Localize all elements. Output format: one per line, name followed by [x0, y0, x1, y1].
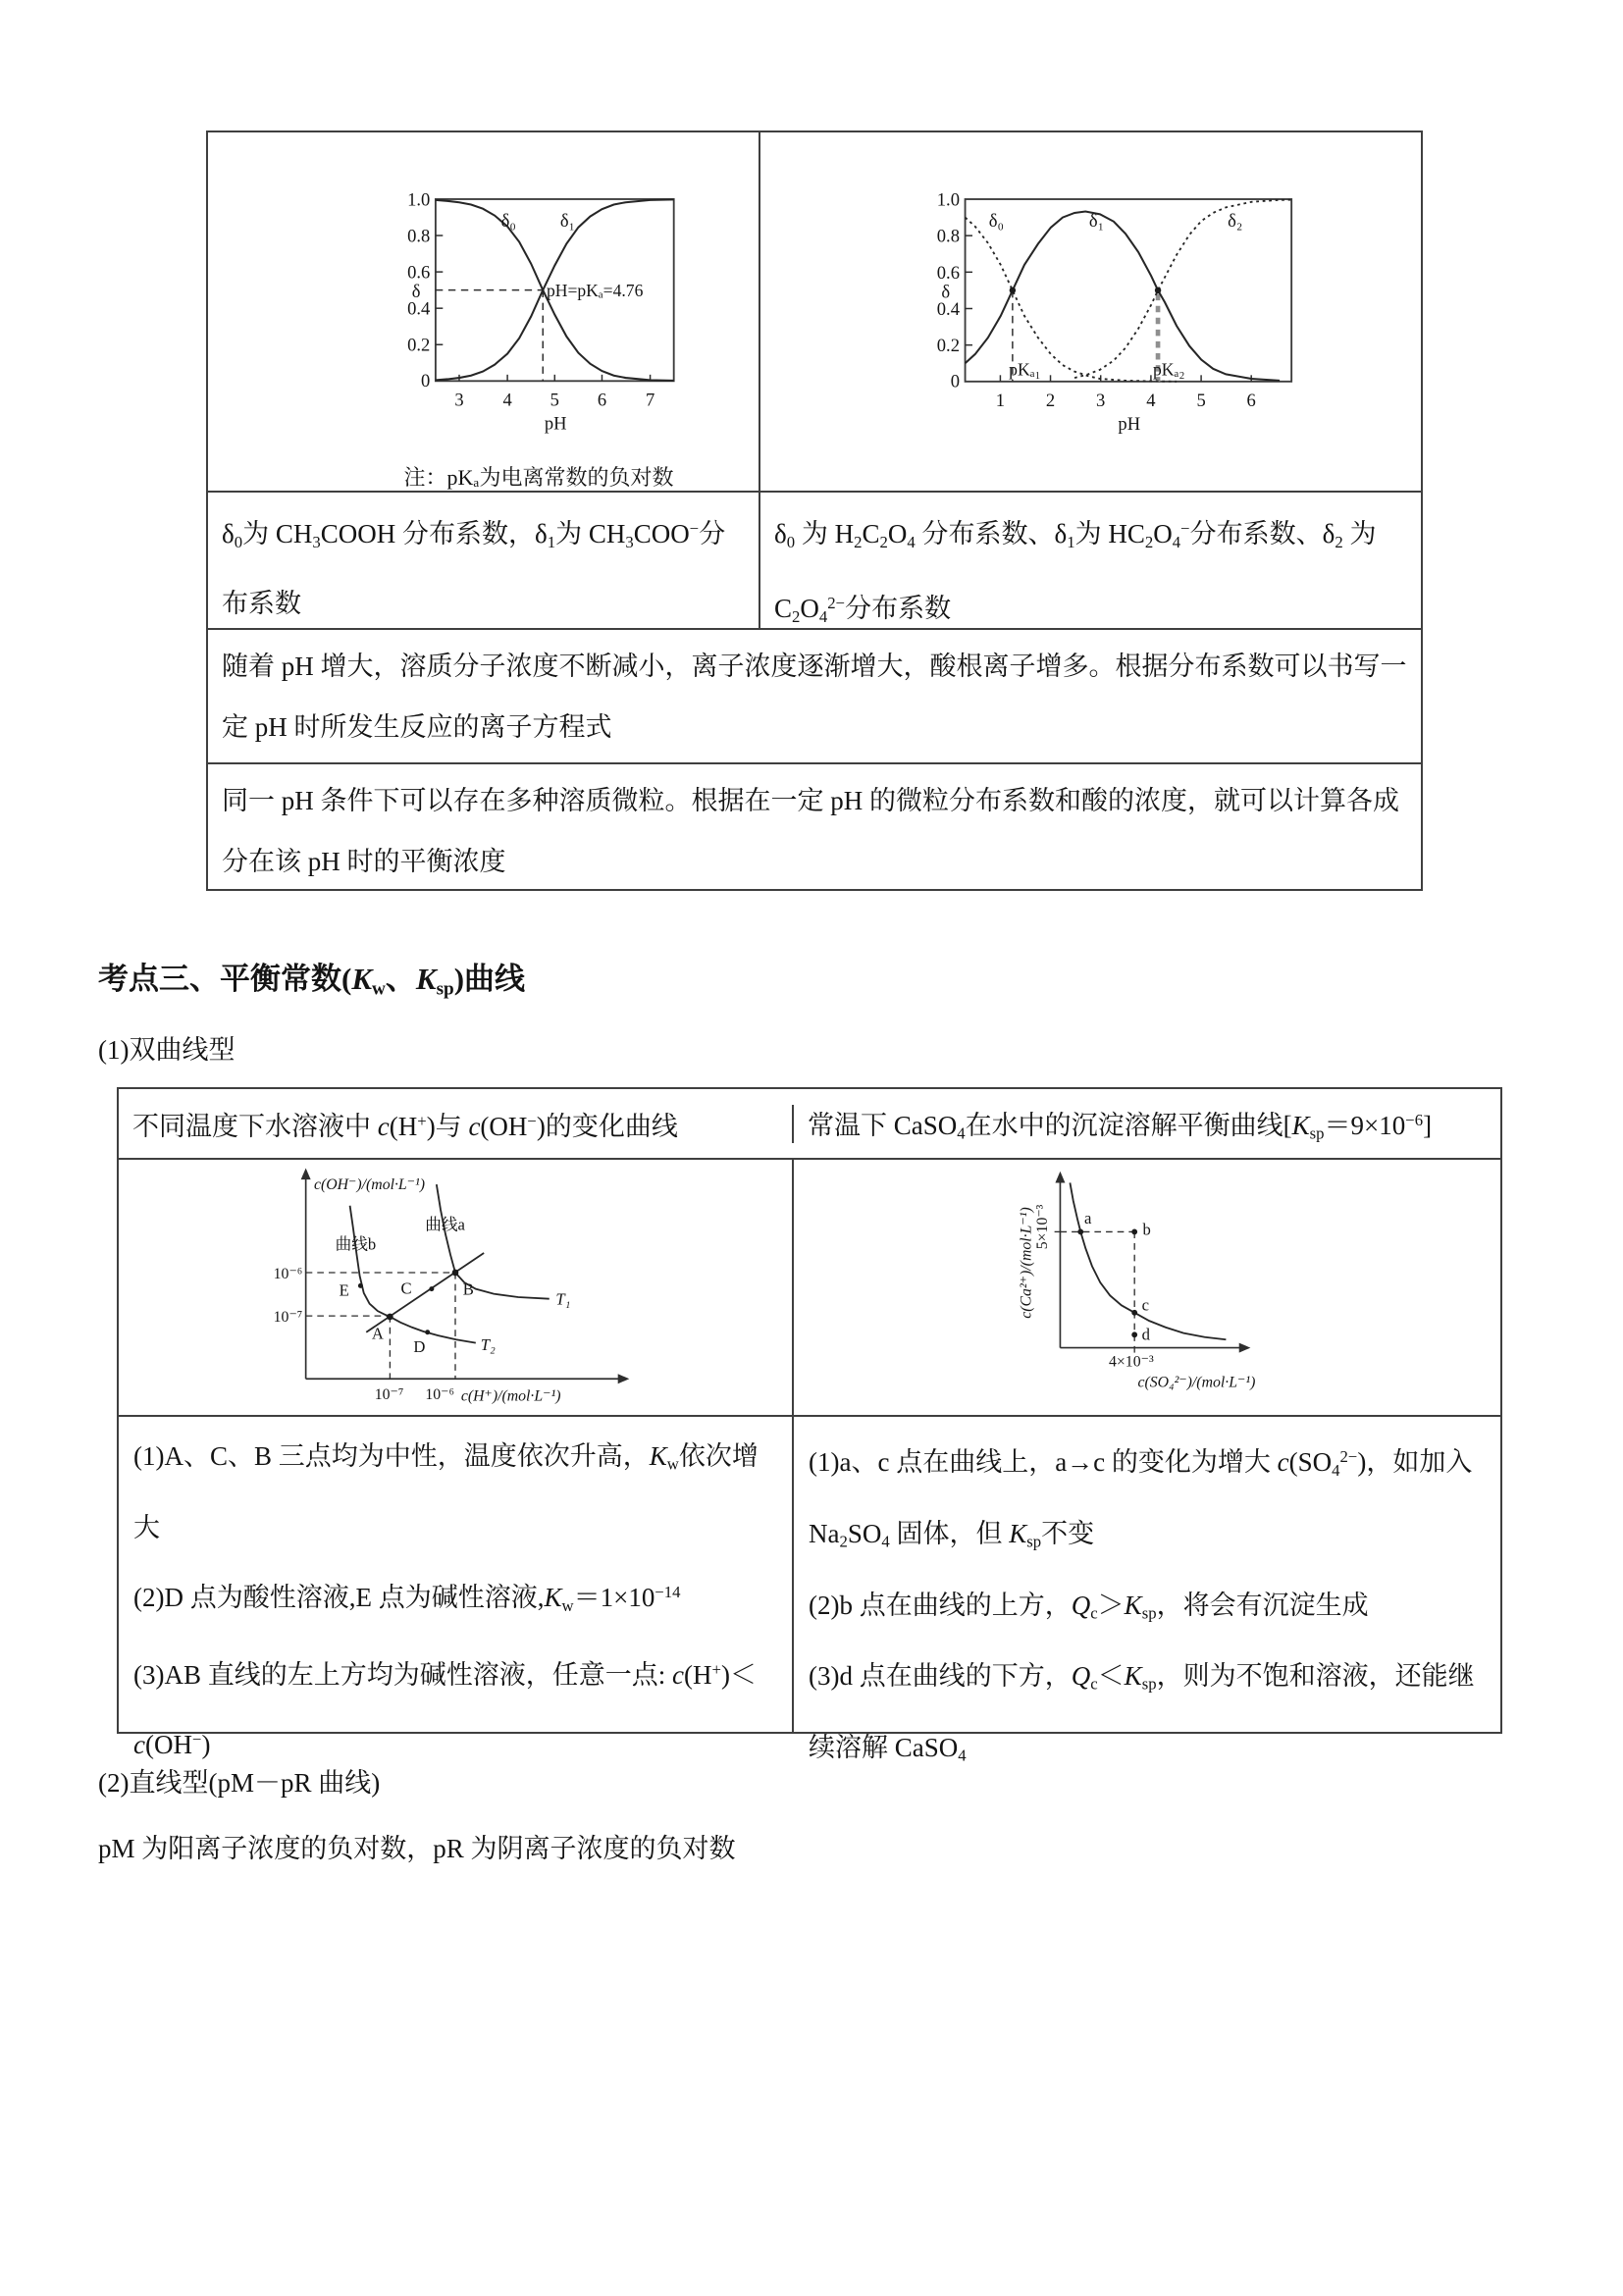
desc-acetic: $\delta_0$为 $CH_3COOH$ 分布系数，$\delta_1$为 $CH_3COO^-$分布系数 — [208, 493, 760, 628]
analysis-item: (3)AB 直线的左上方均为碱性溶液，任意一点: c(H+)＜c(OH−) — [133, 1659, 757, 1759]
x-tick: 3 — [454, 390, 464, 411]
t2-label: T₂ — [480, 1335, 496, 1355]
point-label-B: B — [462, 1279, 474, 1299]
desc-oxalic: $\delta_0$ 为 $H_2C_2O_4$ 分布系数、$\delta_1$为 $HC_2O_4^-$分布系数、$\delta_2$ 为 $C_2O_4^{2-}$分布系数 — [774, 519, 1377, 626]
y-tick: 0.8 — [407, 226, 431, 247]
table1-note-row-1 — [208, 628, 1421, 762]
point-label-b: b — [1142, 1220, 1151, 1239]
point-label-a: a — [1083, 1209, 1091, 1228]
header-kw-curve: 不同温度下水溶液中 c(H+)与 c(OH−)的变化曲线 — [119, 1105, 794, 1143]
curve-a-label: 曲线a — [425, 1215, 465, 1234]
y-axis-label: δ — [941, 282, 951, 303]
table1-chart-cell-oxalic — [760, 132, 1421, 491]
analysis-item: (3)d 点在曲线的下方，$Q_c<K_{sp}$，则为不饱和溶液，还能继续溶解 CaSO$_4$ — [809, 1661, 1475, 1765]
point-label-E: E — [339, 1280, 349, 1300]
points — [1077, 1228, 1137, 1337]
x-tick: 10⁻⁷ — [374, 1386, 404, 1404]
y-tick: 0.6 — [936, 262, 960, 284]
analysis-item: (1)a、c 点在曲线上，a→c 的变化为增大 $c(SO_4^{2-})$，如加入 $Na_2SO_4$ 固体，但 $K_{sp}$不变 — [809, 1447, 1473, 1551]
table-distribution-coefficient — [206, 130, 1423, 891]
table1-chart-cell-acetic — [208, 132, 760, 491]
y-tick: 0.4 — [936, 298, 960, 320]
x-tick: 1 — [995, 390, 1006, 411]
table2-chart-row — [119, 1158, 1500, 1415]
y-tick: 1.0 — [407, 189, 431, 211]
y-axis-label: δ — [411, 282, 421, 303]
header-ksp-curve: 常温下 CaSO$_4$在水中的沉淀溶解平衡曲线$[K_{sp}=9\times 10^{-6}]$ — [808, 1110, 1433, 1143]
pka2-label: pKₐ₂ — [1152, 359, 1185, 380]
y-tick: 0.6 — [407, 262, 431, 284]
y-tick: 0.4 — [407, 298, 431, 320]
table2-analysis-row — [119, 1415, 1500, 1765]
t1-label: T₁ — [555, 1289, 571, 1309]
table1-desc-row — [208, 491, 1421, 628]
x-tick: 2 — [1045, 390, 1056, 411]
note-text-1: 随着 pH 增大，溶质分子浓度不断减小，离子浓度逐渐增大，酸根离子增多。根据分布系数可以书写一定 pH 时所发生反应的离子方程式 — [222, 652, 1407, 742]
y-tick: 0.2 — [936, 336, 960, 357]
curve2-label: δ₂ — [1228, 210, 1243, 232]
note-text-2: 同一 pH 条件下可以存在多种溶质微粒。根据在一定 pH 的微粒分布系数和酸的浓度，就可以计算各成分在该 pH 时的平衡浓度 — [222, 786, 1399, 876]
pka1-label: pKₐ₁ — [1009, 359, 1041, 380]
table-equilibrium-curves — [117, 1087, 1502, 1765]
curve-b-label: 曲线b — [335, 1234, 377, 1254]
x-tick: 3 — [1096, 390, 1106, 411]
x-tick: 7 — [645, 390, 655, 411]
analysis-item: (1)A、C、B 三点均为中性，温度依次升高，$K_w$依次增大 — [133, 1441, 759, 1542]
y-tick: 0 — [950, 371, 960, 392]
axes — [1054, 1172, 1250, 1353]
x-axis-label: c(H⁺)/(mol·L⁻¹) — [460, 1387, 561, 1405]
y-tick: 0 — [421, 370, 431, 391]
curve1-label: δ₁ — [559, 210, 576, 232]
crossing-annotation: pH=pKₐ=4.76 — [546, 281, 644, 301]
x-axis-label: pH — [1118, 414, 1141, 436]
x-tick: 10⁻⁶ — [425, 1386, 455, 1404]
table2-chart-cell-caso4 — [794, 1160, 1500, 1415]
x-tick: 6 — [597, 390, 607, 411]
y-tick: 0.8 — [936, 226, 960, 247]
point-label-c: c — [1141, 1295, 1149, 1315]
curve0-label: δ₀ — [988, 210, 1004, 232]
table1-chart-row — [208, 132, 1421, 491]
analysis-item: (2)D 点为酸性溶液,E 点为碱性溶液$,K_w=1\times 10^{-14}$ — [133, 1582, 681, 1615]
x-axis-label: c(SO₄²⁻)/(mol·L⁻¹) — [1137, 1374, 1255, 1391]
y-tick: 10⁻⁶ — [273, 1265, 303, 1282]
curve1-label: δ₁ — [1088, 210, 1105, 232]
y-tick: 0.2 — [407, 335, 431, 356]
kw-curves-chart — [273, 1165, 631, 1410]
point-label-C: C — [400, 1278, 412, 1298]
caso4-ksp-chart — [1009, 1165, 1286, 1410]
table2-chart-cell-kw — [119, 1160, 794, 1415]
dashed-guides — [1060, 1231, 1134, 1347]
curve0-label: δ₀ — [500, 210, 516, 232]
y-tick: 1.0 — [936, 189, 960, 211]
analysis-kw — [119, 1417, 794, 1759]
y-tick: 5×10⁻³ — [1033, 1204, 1051, 1250]
curves — [1070, 1182, 1226, 1339]
acetic-distribution-chart — [383, 186, 697, 459]
oxalic-distribution-chart — [917, 186, 1310, 469]
analysis-item: (2)b 点在曲线的上方，$Q_c>K_{sp}$，将会有沉淀生成 — [809, 1590, 1369, 1623]
x-axis-label: pH — [544, 413, 567, 435]
table1-note-row-2 — [208, 762, 1421, 889]
x-tick: 4 — [502, 390, 512, 411]
x-tick: 6 — [1246, 390, 1256, 411]
analysis-ksp — [794, 1417, 1500, 1765]
curves — [350, 1184, 550, 1343]
axes — [301, 1168, 630, 1383]
table2-header-row — [119, 1089, 1500, 1158]
point-label-D: D — [413, 1336, 426, 1356]
y-tick: 10⁻⁷ — [273, 1308, 303, 1326]
subsection-label-hyperbola: (1)双曲线型 — [98, 1035, 236, 1065]
x-tick: 5 — [550, 390, 559, 411]
section-heading: 考点三、平衡常数($K_w$、$K_{sp}$)曲线 — [98, 962, 526, 1000]
x-tick: 5 — [1196, 390, 1206, 411]
y-axis-label: c(Ca²⁺)/(mol·L⁻¹) — [1017, 1207, 1034, 1319]
point-label-d: d — [1141, 1325, 1150, 1344]
point-label-A: A — [371, 1324, 384, 1343]
x-tick: 4×10⁻³ — [1108, 1353, 1154, 1371]
y-axis-label: c(OH⁻)/(mol·L⁻¹) — [313, 1176, 426, 1194]
chart-note: 注：pKₐ为电离常数的负对数 — [403, 465, 674, 490]
linear-definition-note: pM 为阳离子浓度的负对数，pR 为阴离子浓度的负对数 — [98, 1834, 736, 1863]
x-tick: 4 — [1146, 390, 1156, 411]
subsection-label-linear: (2)直线型(pM－pR 曲线) — [98, 1768, 381, 1798]
